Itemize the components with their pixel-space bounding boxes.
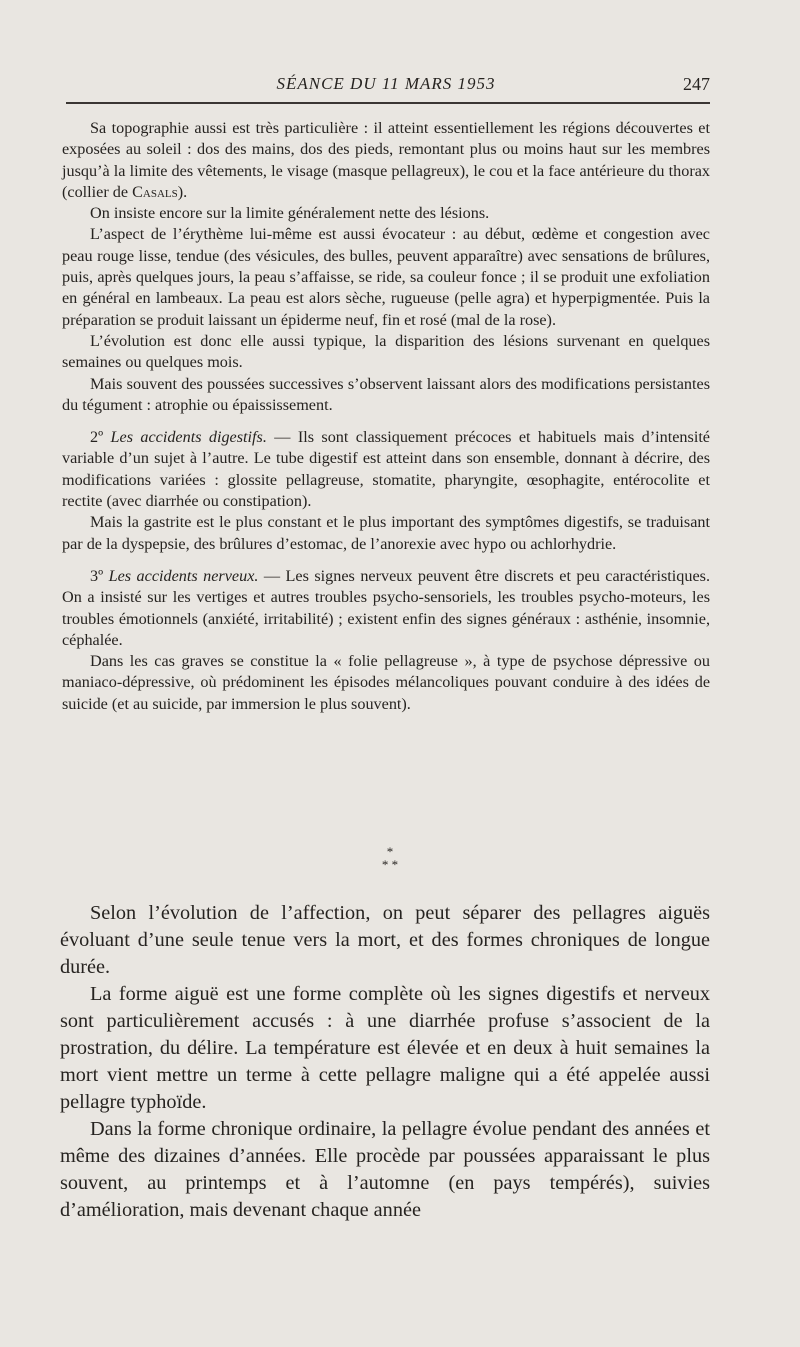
header-title: SÉANCE DU 11 MARS 1953 xyxy=(276,74,496,93)
small-text-block xyxy=(62,118,710,715)
section-text: — Les signes nerveux peuvent être discrets et peu caractéristiques. On a insisté sur les vertiges et autres troubles psycho-sensoriels, les troubles psycho-moteurs, les troubles émotionnels (anxiété, irritabilité) ; existent enfin des signes généraux : asthénie, insomnie, céphalée. xyxy=(62,566,710,649)
paragraph-forms: Selon l’évolution de l’affection, on peut séparer des pellagres aiguës évoluant d’une seule tenue vers la mort, et des formes chroniques de longue durée. xyxy=(60,902,710,978)
large-text-block xyxy=(60,900,710,1224)
asterism-top: * xyxy=(386,844,394,859)
paragraph-topography xyxy=(62,118,710,203)
asterism-bottom: * * xyxy=(381,857,399,872)
page-number: 247 xyxy=(683,74,710,94)
section-digestive xyxy=(62,427,710,512)
paragraph-acute-form: La forme aiguë est une forme complète où les signes digestifs et nerveux sont particulièrement accusés : à une diarrhée profuse s’associent de la prostration, du délire. La température est élevée et en deux à huit semaines la mort vient mettre un terme à cette pellagre maligne qui a été appelée aussi pellagre typhoïde. xyxy=(60,983,710,1113)
running-header xyxy=(66,72,710,100)
section-number: 3º xyxy=(90,566,109,585)
paragraph-chronic-form: Dans la forme chronique ordinaire, la pellagre évolue pendant des années et même des dizaines d’années. Elle procède par poussées apparaissant le plus souvent, au printemps et à l’automne (en pays tempérés), suivies d’amélioration, mais devenant chaque année xyxy=(60,1118,710,1221)
paragraph-gastritis: Mais la gastrite est le plus constant et le plus important des symptômes digestifs, se traduisant par de la dyspepsie, des brûlures d’estomac, de l’anorexie avec hypo ou achlorhydrie. xyxy=(62,513,710,553)
paragraph-relapses: Mais souvent des poussées successives s’observent laissant alors des modifications persistantes du tégument : atrophie ou épaississement. xyxy=(62,374,710,414)
paragraph-evolution: L’évolution est donc elle aussi typique, la disparition des lésions survenant en quelques semaines ou quelques mois. xyxy=(62,331,710,372)
section-title: Les accidents nerveux. xyxy=(108,566,259,585)
section-title: Les accidents digestifs. xyxy=(110,428,267,447)
paragraph-limit: On insiste encore sur la limite généralement nette des lésions. xyxy=(90,204,490,223)
header-rule xyxy=(66,102,710,104)
author-name: Casals xyxy=(132,182,178,201)
paragraph-text: ). xyxy=(177,182,188,201)
section-text: — Ils sont classiquement précoces et habituels mais d’intensité variable d’un sujet à l’autre. Le tube digestif est atteint dans son ensemble, donnant à décrire, des modifications variées : glossite pellagreuse, stomatite, pharyngite, œsophagite, entérocolite et rectite (avec diarrhée ou constipation). xyxy=(62,428,710,511)
section-nervous xyxy=(62,566,710,651)
asterism xyxy=(360,845,420,871)
paragraph-folie: Dans les cas graves se constitue la « folie pellagreuse », à type de psychose dépressive ou maniaco-dépressive, où prédominent les épisodes mélancoliques pouvant conduire à des idées de suicide (et au suicide, par immersion le plus souvent). xyxy=(62,652,710,713)
paragraph-erythema: L’aspect de l’érythème lui-même est aussi évocateur : au début, œdème et congestion avec peau rouge lisse, tendue (des vésicules, des bulles, peuvent apparaître) avec sensations de brûlures, puis, après quelques jours, la peau s’affaisse, se ride, sa couleur fonce ; il se produit une exfoliation en général en lambeaux. La peau est alors sèche, rugueuse (pelle agra) et hyperpigmentée. Puis la préparation se produit laissant un épiderme neuf, fin et rosé (mal de la rose). xyxy=(62,225,710,329)
paragraph-text: Sa topographie aussi est très particulière : il atteint essentiellement les régions découvertes et exposées au soleil : dos des mains, dos des pieds, remontant plus ou moins haut sur les membres jusqu’à la limite des vêtements, le visage (masque pellagreux), le cou et la face antérieure du thorax (collier de xyxy=(62,119,710,201)
section-number: 2º xyxy=(90,428,111,447)
